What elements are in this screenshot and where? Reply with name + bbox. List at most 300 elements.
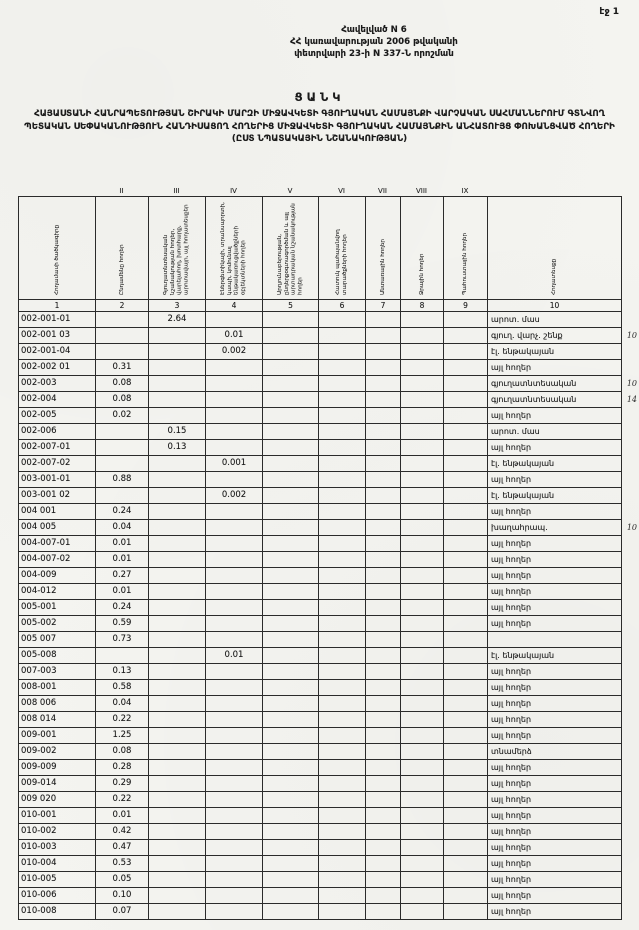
- land-note-cell: այլ հողեր: [488, 616, 622, 632]
- parcel-code-cell: 010-008: [19, 904, 96, 920]
- area-value-cell: [319, 408, 366, 424]
- land-note-cell: այլ հողեր: [488, 712, 622, 728]
- area-value-cell: [401, 616, 444, 632]
- parcel-code-cell: 002-001-01: [19, 312, 96, 328]
- parcel-code-cell: 010-006: [19, 888, 96, 904]
- land-note-cell: տնամերձ: [488, 744, 622, 760]
- area-value-cell: [366, 360, 401, 376]
- area-value-cell: [366, 888, 401, 904]
- area-value-cell: [149, 536, 206, 552]
- area-value-cell: 0.002: [206, 344, 263, 360]
- area-value-cell: [149, 408, 206, 424]
- area-value-cell: [149, 488, 206, 504]
- area-value-cell: [96, 488, 149, 504]
- area-value-cell: [444, 808, 488, 824]
- area-value-cell: [96, 312, 149, 328]
- area-value-cell: [206, 872, 263, 888]
- land-note-cell: էլ. ենթակայան: [488, 488, 622, 504]
- area-value-cell: [319, 744, 366, 760]
- area-value-cell: 0.08: [96, 376, 149, 392]
- area-value-cell: [319, 632, 366, 648]
- area-value-cell: [149, 392, 206, 408]
- land-note-cell: այլ հողեր: [488, 600, 622, 616]
- table-row: [19, 776, 622, 792]
- area-value-cell: [206, 888, 263, 904]
- area-value-cell: [401, 424, 444, 440]
- area-value-cell: [319, 696, 366, 712]
- area-value-cell: [444, 344, 488, 360]
- roman-numeral-label: V: [287, 187, 293, 195]
- area-value-cell: [206, 504, 263, 520]
- area-value-cell: [319, 472, 366, 488]
- table-row: [19, 424, 622, 440]
- area-value-cell: 0.13: [149, 440, 206, 456]
- area-value-cell: [149, 888, 206, 904]
- area-value-cell: [319, 872, 366, 888]
- area-value-cell: [401, 568, 444, 584]
- area-value-cell: [366, 424, 401, 440]
- table-row: [19, 568, 622, 584]
- area-value-cell: [319, 536, 366, 552]
- area-value-cell: [444, 648, 488, 664]
- area-value-cell: 0.08: [96, 392, 149, 408]
- parcel-code-cell: 002-007-02: [19, 456, 96, 472]
- area-value-cell: [263, 856, 319, 872]
- parcel-code-cell: 005-001: [19, 600, 96, 616]
- area-value-cell: 0.08: [96, 744, 149, 760]
- area-value-cell: [366, 824, 401, 840]
- area-value-cell: [444, 520, 488, 536]
- area-value-cell: [206, 408, 263, 424]
- table-row: [19, 392, 622, 408]
- area-value-cell: [444, 840, 488, 856]
- area-value-cell: [366, 632, 401, 648]
- area-value-cell: [149, 856, 206, 872]
- area-value-cell: [263, 824, 319, 840]
- area-value-cell: [366, 760, 401, 776]
- area-value-cell: [444, 616, 488, 632]
- area-value-cell: [401, 488, 444, 504]
- area-value-cell: [263, 808, 319, 824]
- area-value-cell: [319, 600, 366, 616]
- area-value-cell: [206, 728, 263, 744]
- area-value-cell: [263, 504, 319, 520]
- area-value-cell: [401, 680, 444, 696]
- annex-line-3: փետրվարի 23-ի N 337-Ն որոշման: [294, 49, 454, 59]
- area-value-cell: [401, 792, 444, 808]
- area-value-cell: [149, 552, 206, 568]
- area-value-cell: [149, 456, 206, 472]
- area-value-cell: [401, 888, 444, 904]
- column-number-cell: 3: [149, 300, 206, 312]
- area-value-cell: [206, 856, 263, 872]
- area-value-cell: 0.42: [96, 824, 149, 840]
- area-value-cell: [401, 600, 444, 616]
- area-value-cell: [149, 872, 206, 888]
- parcel-code-cell: 004-012: [19, 584, 96, 600]
- column-header-text: Ընդամենը հողեր: [118, 244, 125, 295]
- land-note-cell: այլ հողեր: [488, 888, 622, 904]
- area-value-cell: [149, 360, 206, 376]
- area-value-cell: [206, 712, 263, 728]
- table-row: [19, 904, 622, 920]
- table-row: [19, 712, 622, 728]
- area-value-cell: [319, 712, 366, 728]
- area-value-cell: [444, 888, 488, 904]
- area-value-cell: [263, 376, 319, 392]
- land-note-cell: գյուղ. վարչ. շենք 10: [488, 328, 622, 344]
- area-value-cell: 0.13: [96, 664, 149, 680]
- area-value-cell: [319, 856, 366, 872]
- parcel-code-cell: 008 006: [19, 696, 96, 712]
- area-value-cell: [444, 584, 488, 600]
- area-value-cell: 0.22: [96, 792, 149, 808]
- column-header-row: [19, 197, 622, 300]
- area-value-cell: [263, 360, 319, 376]
- area-value-cell: [366, 536, 401, 552]
- land-note-cell: էլ. ենթակայան: [488, 456, 622, 472]
- table-row: [19, 760, 622, 776]
- area-value-cell: 0.04: [96, 520, 149, 536]
- column-number-cell: 6: [319, 300, 366, 312]
- area-value-cell: [401, 552, 444, 568]
- area-value-cell: [263, 312, 319, 328]
- table-row: [19, 376, 622, 392]
- area-value-cell: [263, 344, 319, 360]
- area-value-cell: [149, 568, 206, 584]
- land-note-cell: [488, 632, 622, 648]
- area-value-cell: [444, 440, 488, 456]
- area-value-cell: [263, 840, 319, 856]
- parcel-code-cell: 010-002: [19, 824, 96, 840]
- parcel-code-cell: 010-003: [19, 840, 96, 856]
- area-value-cell: [444, 408, 488, 424]
- area-value-cell: 0.01: [96, 536, 149, 552]
- area-value-cell: [206, 792, 263, 808]
- table-row: [19, 792, 622, 808]
- annex-line-1: Հավելված N 6: [341, 25, 407, 35]
- area-value-cell: [263, 760, 319, 776]
- area-value-cell: [319, 840, 366, 856]
- column-number-cell: 10: [488, 300, 622, 312]
- area-value-cell: [401, 376, 444, 392]
- parcel-code-cell: 008-001: [19, 680, 96, 696]
- area-value-cell: 0.10: [96, 888, 149, 904]
- area-value-cell: [206, 632, 263, 648]
- margin-annotation: 10: [626, 379, 637, 388]
- parcel-code-cell: 002-002 01: [19, 360, 96, 376]
- area-value-cell: [366, 344, 401, 360]
- column-header-cell: [444, 197, 488, 300]
- area-value-cell: 0.27: [96, 568, 149, 584]
- area-value-cell: [206, 360, 263, 376]
- column-header-text: Գյուղատնտեսական նշանակության հողեր, վարելահող, խոտհարք, արոտավայր, այլ հողատեսքեր: [163, 204, 190, 295]
- area-value-cell: [206, 600, 263, 616]
- area-value-cell: [96, 328, 149, 344]
- land-note-cell: գյուղատնտեսական 10: [488, 376, 622, 392]
- area-value-cell: 0.24: [96, 600, 149, 616]
- area-value-cell: [319, 392, 366, 408]
- table-row: [19, 648, 622, 664]
- column-header-text: Պահուստային հողեր: [462, 232, 469, 295]
- parcel-code-cell: 004-007-01: [19, 536, 96, 552]
- area-value-cell: [366, 728, 401, 744]
- area-value-cell: [444, 760, 488, 776]
- roman-numeral-label: IX: [461, 187, 469, 195]
- area-value-cell: 0.22: [96, 712, 149, 728]
- area-value-cell: [401, 728, 444, 744]
- area-value-cell: [444, 904, 488, 920]
- area-value-cell: 0.01: [96, 808, 149, 824]
- area-value-cell: [319, 440, 366, 456]
- area-value-cell: [366, 904, 401, 920]
- area-value-cell: [366, 744, 401, 760]
- column-number-cell: 8: [401, 300, 444, 312]
- area-value-cell: [263, 392, 319, 408]
- parcel-code-cell: 008 014: [19, 712, 96, 728]
- area-value-cell: [263, 728, 319, 744]
- roman-numeral-label: II: [119, 187, 124, 195]
- area-value-cell: [149, 632, 206, 648]
- area-value-cell: [366, 488, 401, 504]
- area-value-cell: [96, 456, 149, 472]
- area-value-cell: [401, 632, 444, 648]
- area-value-cell: [319, 344, 366, 360]
- area-value-cell: [444, 328, 488, 344]
- area-value-cell: [366, 568, 401, 584]
- area-value-cell: [263, 584, 319, 600]
- column-header-cell: [206, 197, 263, 300]
- area-value-cell: [149, 648, 206, 664]
- area-value-cell: [149, 760, 206, 776]
- parcel-code-cell: 002-004: [19, 392, 96, 408]
- area-value-cell: [444, 392, 488, 408]
- margin-annotation: 14: [626, 395, 637, 404]
- area-value-cell: [366, 792, 401, 808]
- parcel-code-cell: 010-001: [19, 808, 96, 824]
- area-value-cell: [263, 888, 319, 904]
- column-header-text: Անտառային հողեր: [379, 239, 386, 295]
- area-value-cell: [149, 808, 206, 824]
- area-value-cell: [263, 520, 319, 536]
- area-value-cell: [149, 328, 206, 344]
- area-value-cell: [444, 680, 488, 696]
- area-value-cell: [401, 392, 444, 408]
- table-row: [19, 456, 622, 472]
- table-row: [19, 360, 622, 376]
- area-value-cell: 1.25: [96, 728, 149, 744]
- column-header-cell: [319, 197, 366, 300]
- column-number-cell: 5: [263, 300, 319, 312]
- roman-numeral-label: IV: [230, 187, 237, 195]
- land-note-cell: այլ հողեր: [488, 904, 622, 920]
- column-header-cell: [149, 197, 206, 300]
- area-value-cell: [149, 664, 206, 680]
- parcel-code-cell: 005 007: [19, 632, 96, 648]
- area-value-cell: 0.53: [96, 856, 149, 872]
- area-value-cell: [366, 776, 401, 792]
- column-header-cell: [263, 197, 319, 300]
- land-note-cell: այլ հողեր: [488, 568, 622, 584]
- table-row: [19, 856, 622, 872]
- column-number-cell: 7: [366, 300, 401, 312]
- area-value-cell: [319, 360, 366, 376]
- area-value-cell: [401, 472, 444, 488]
- area-value-cell: [206, 520, 263, 536]
- area-value-cell: [96, 424, 149, 440]
- area-value-cell: [263, 680, 319, 696]
- area-value-cell: [263, 648, 319, 664]
- roman-numeral-label: III: [173, 187, 180, 195]
- land-note-cell: այլ հողեր: [488, 840, 622, 856]
- parcel-code-cell: 009-009: [19, 760, 96, 776]
- area-value-cell: [444, 856, 488, 872]
- area-value-cell: [444, 744, 488, 760]
- area-value-cell: [263, 792, 319, 808]
- column-header-text: Հատուկ պահպանվող տարածքների հողեր: [335, 229, 348, 295]
- table-row: [19, 888, 622, 904]
- table-row: [19, 744, 622, 760]
- area-value-cell: [96, 648, 149, 664]
- land-note-cell: այլ հողեր: [488, 360, 622, 376]
- land-note-cell: էլ. ենթակայան: [488, 648, 622, 664]
- land-note-cell: այլ հողեր: [488, 680, 622, 696]
- area-value-cell: 0.88: [96, 472, 149, 488]
- parcel-code-cell: 005-008: [19, 648, 96, 664]
- area-value-cell: 0.04: [96, 696, 149, 712]
- margin-annotation: 10: [626, 331, 637, 340]
- area-value-cell: [444, 712, 488, 728]
- area-value-cell: [444, 456, 488, 472]
- table-row: [19, 664, 622, 680]
- area-value-cell: [206, 568, 263, 584]
- table-row: [19, 728, 622, 744]
- area-value-cell: [206, 552, 263, 568]
- parcel-code-cell: 004 001: [19, 504, 96, 520]
- area-value-cell: [401, 696, 444, 712]
- table-row: [19, 328, 622, 344]
- area-value-cell: 0.59: [96, 616, 149, 632]
- area-value-cell: 0.02: [96, 408, 149, 424]
- parcel-code-cell: 002-003: [19, 376, 96, 392]
- column-number-cell: 2: [96, 300, 149, 312]
- area-value-cell: [444, 664, 488, 680]
- area-value-cell: [401, 664, 444, 680]
- area-value-cell: [149, 376, 206, 392]
- area-value-cell: [366, 472, 401, 488]
- area-value-cell: [401, 328, 444, 344]
- area-value-cell: 0.24: [96, 504, 149, 520]
- area-value-cell: [206, 904, 263, 920]
- area-value-cell: [263, 616, 319, 632]
- area-value-cell: 2.64: [149, 312, 206, 328]
- land-note-cell: այլ հողեր: [488, 552, 622, 568]
- area-value-cell: [366, 808, 401, 824]
- land-note-cell: այլ հողեր: [488, 584, 622, 600]
- land-note-cell: այլ հողեր: [488, 856, 622, 872]
- table-row: [19, 600, 622, 616]
- margin-annotation: 10: [626, 523, 637, 532]
- area-value-cell: [96, 344, 149, 360]
- area-value-cell: [206, 424, 263, 440]
- area-value-cell: [263, 632, 319, 648]
- area-value-cell: [444, 424, 488, 440]
- area-value-cell: [263, 488, 319, 504]
- area-value-cell: [263, 568, 319, 584]
- area-value-cell: 0.28: [96, 760, 149, 776]
- table-row: [19, 312, 622, 328]
- area-value-cell: [206, 312, 263, 328]
- area-value-cell: [206, 376, 263, 392]
- land-note-cell: այլ հողեր: [488, 536, 622, 552]
- land-note-cell: այլ հողեր: [488, 472, 622, 488]
- area-value-cell: [444, 376, 488, 392]
- area-value-cell: [263, 776, 319, 792]
- roman-numeral-row: [18, 185, 621, 196]
- area-value-cell: [263, 472, 319, 488]
- table-row: [19, 808, 622, 824]
- parcel-code-cell: 002-005: [19, 408, 96, 424]
- area-value-cell: [401, 856, 444, 872]
- column-number-cell: 4: [206, 300, 263, 312]
- area-value-cell: [444, 632, 488, 648]
- area-value-cell: [319, 616, 366, 632]
- table-row: [19, 584, 622, 600]
- area-value-cell: [149, 344, 206, 360]
- area-value-cell: [206, 616, 263, 632]
- table-body: [19, 312, 637, 920]
- land-note-cell: այլ հողեր: [488, 504, 622, 520]
- area-value-cell: [149, 744, 206, 760]
- area-value-cell: [366, 584, 401, 600]
- area-value-cell: [319, 328, 366, 344]
- table-row: [19, 632, 622, 648]
- area-value-cell: [366, 520, 401, 536]
- area-value-cell: [366, 856, 401, 872]
- parcel-code-cell: 007-003: [19, 664, 96, 680]
- area-value-cell: [401, 904, 444, 920]
- area-value-cell: [444, 360, 488, 376]
- table-row: [19, 840, 622, 856]
- area-value-cell: [263, 696, 319, 712]
- area-value-cell: [401, 360, 444, 376]
- area-value-cell: [444, 568, 488, 584]
- area-value-cell: [444, 776, 488, 792]
- area-value-cell: [401, 520, 444, 536]
- land-note-cell: այլ հողեր: [488, 792, 622, 808]
- area-value-cell: 0.01: [206, 328, 263, 344]
- area-value-cell: [149, 680, 206, 696]
- area-value-cell: [401, 648, 444, 664]
- area-value-cell: 0.73: [96, 632, 149, 648]
- area-value-cell: [263, 328, 319, 344]
- area-value-cell: [206, 744, 263, 760]
- land-note-cell: այլ հողեր: [488, 696, 622, 712]
- area-value-cell: [319, 760, 366, 776]
- land-note-cell: արոտ. մաս: [488, 312, 622, 328]
- parcel-code-cell: 010-004: [19, 856, 96, 872]
- area-value-cell: 0.47: [96, 840, 149, 856]
- area-value-cell: [366, 664, 401, 680]
- land-note-cell: այլ հողեր: [488, 776, 622, 792]
- area-value-cell: 0.15: [149, 424, 206, 440]
- annex-line-2: ՀՀ կառավարության 2006 թվականի: [290, 37, 458, 47]
- area-value-cell: [444, 728, 488, 744]
- area-value-cell: [149, 600, 206, 616]
- area-value-cell: [366, 328, 401, 344]
- table-row: [19, 824, 622, 840]
- area-value-cell: 0.002: [206, 488, 263, 504]
